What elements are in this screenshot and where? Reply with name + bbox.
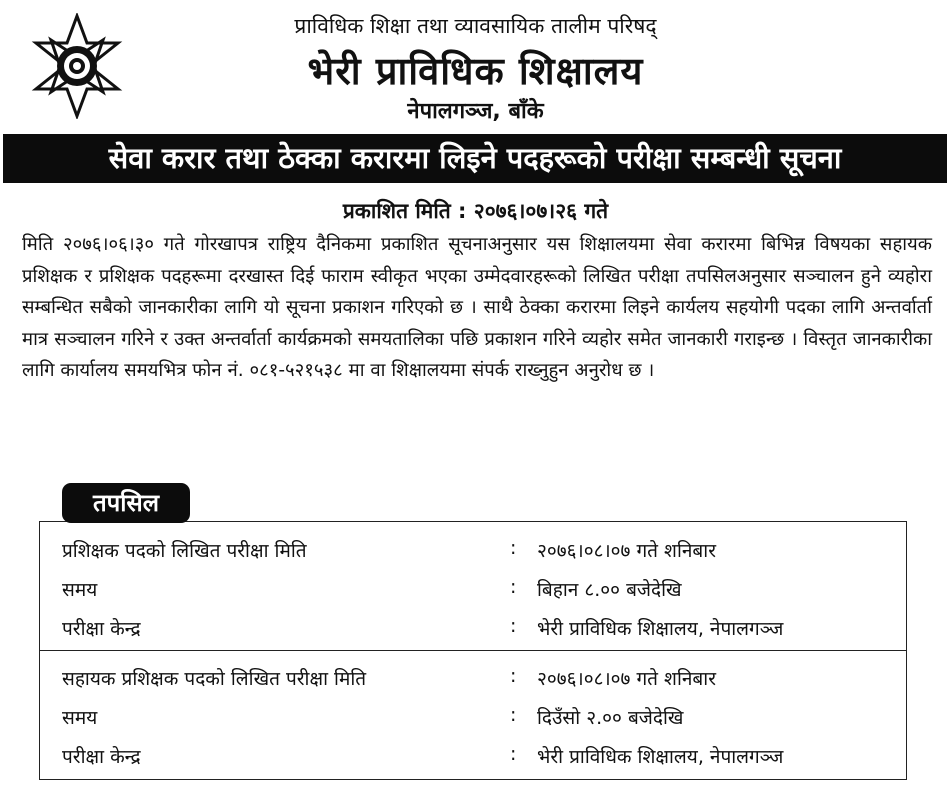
row-value: २०७६।०८।०७ गते शनिबार (537, 540, 716, 562)
schedule-row-assistant-time (62, 704, 922, 734)
row-value: दिउँसो २.०० बजेदेखि (537, 707, 684, 729)
institution-location: नेपालगञ्ज, बाँके (407, 99, 544, 124)
row-separator: : (510, 704, 517, 726)
row-separator: : (510, 743, 517, 765)
institution-name: भेरी प्राविधिक शिक्षालय (307, 49, 644, 93)
schedule-heading: तपसिल (62, 483, 190, 523)
schedule-divider (39, 650, 907, 651)
notice-body: मिति २०७६।०६।३० गते गोरखापत्र राष्ट्रिय दैनिकमा प्रकाशित सूचनाअनुसार यस शिक्षालयमा सेवा करारमा बिभिन्न विषयका सहायक प्रशिक्षक र प्रशिक्षक पदहरूमा दरखास्त दिई फाराम स्वीकृत भएका उम्मेदवारहरूको लिखित परीक्षा तपसिलअनुसार सञ्चालन हुने व्यहोरा सम्बन्धित सबैको जानकारीका लागि यो सूचना प्रकाशन गरिएको छ । साथै ठेक्का करारमा लिइने कार्यलय सहयोगी पदका लागि अन्तर्वार्ता मात्र सञ्चालन गरिने र उक्त अन्तर्वार्ता कार्यक्रमको समयतालिका पछि प्रकाशन गरिने व्यहोर समेत जानकारी गराइन्छ । विस्तृत जानकारीका लागि कार्यालय समयभित्र फोन नं. ०८१-५२१५३८ मा वा शिक्षालयमा संपर्क राख्नुहुन अनुरोध छ । (22, 234, 932, 381)
row-label: परीक्षा केन्द्र (62, 746, 141, 768)
row-label: परीक्षा केन्द्र (62, 618, 141, 640)
row-value: भेरी प्राविधिक शिक्षालय, नेपालगञ्ज (537, 746, 784, 768)
row-label: सहायक प्रशिक्षक पदको लिखित परीक्षा मिति (62, 668, 367, 690)
schedule-row-assistant-exam-date (62, 665, 922, 695)
schedule-row-assistant-center (62, 743, 922, 773)
row-separator: : (510, 665, 517, 687)
row-separator: : (510, 537, 517, 559)
schedule-row-trainer-exam-date (62, 537, 922, 567)
row-separator: : (510, 576, 517, 598)
row-label: समय (62, 579, 98, 601)
row-value: २०७६।०८।०७ गते शनिबार (537, 668, 716, 690)
schedule-row-trainer-time (62, 576, 922, 606)
parent-organization: प्राविधिक शिक्षा तथा व्यावसायिक तालीम परिषद् (294, 14, 657, 38)
notice-title: सेवा करार तथा ठेक्का करारमा लिइने पदहरूको परीक्षा सम्बन्धी सूचना (3, 134, 947, 183)
published-date: प्रकाशित मिति : २०७६।०७।२६ गते (342, 199, 609, 223)
row-separator: : (510, 615, 517, 637)
row-label: समय (62, 707, 98, 729)
row-value: बिहान ८.०० बजेदेखि (537, 579, 682, 601)
row-label: प्रशिक्षक पदको लिखित परीक्षा मिति (62, 540, 307, 562)
row-value: भेरी प्राविधिक शिक्षालय, नेपालगञ्ज (537, 618, 784, 640)
schedule-row-trainer-center (62, 615, 922, 645)
